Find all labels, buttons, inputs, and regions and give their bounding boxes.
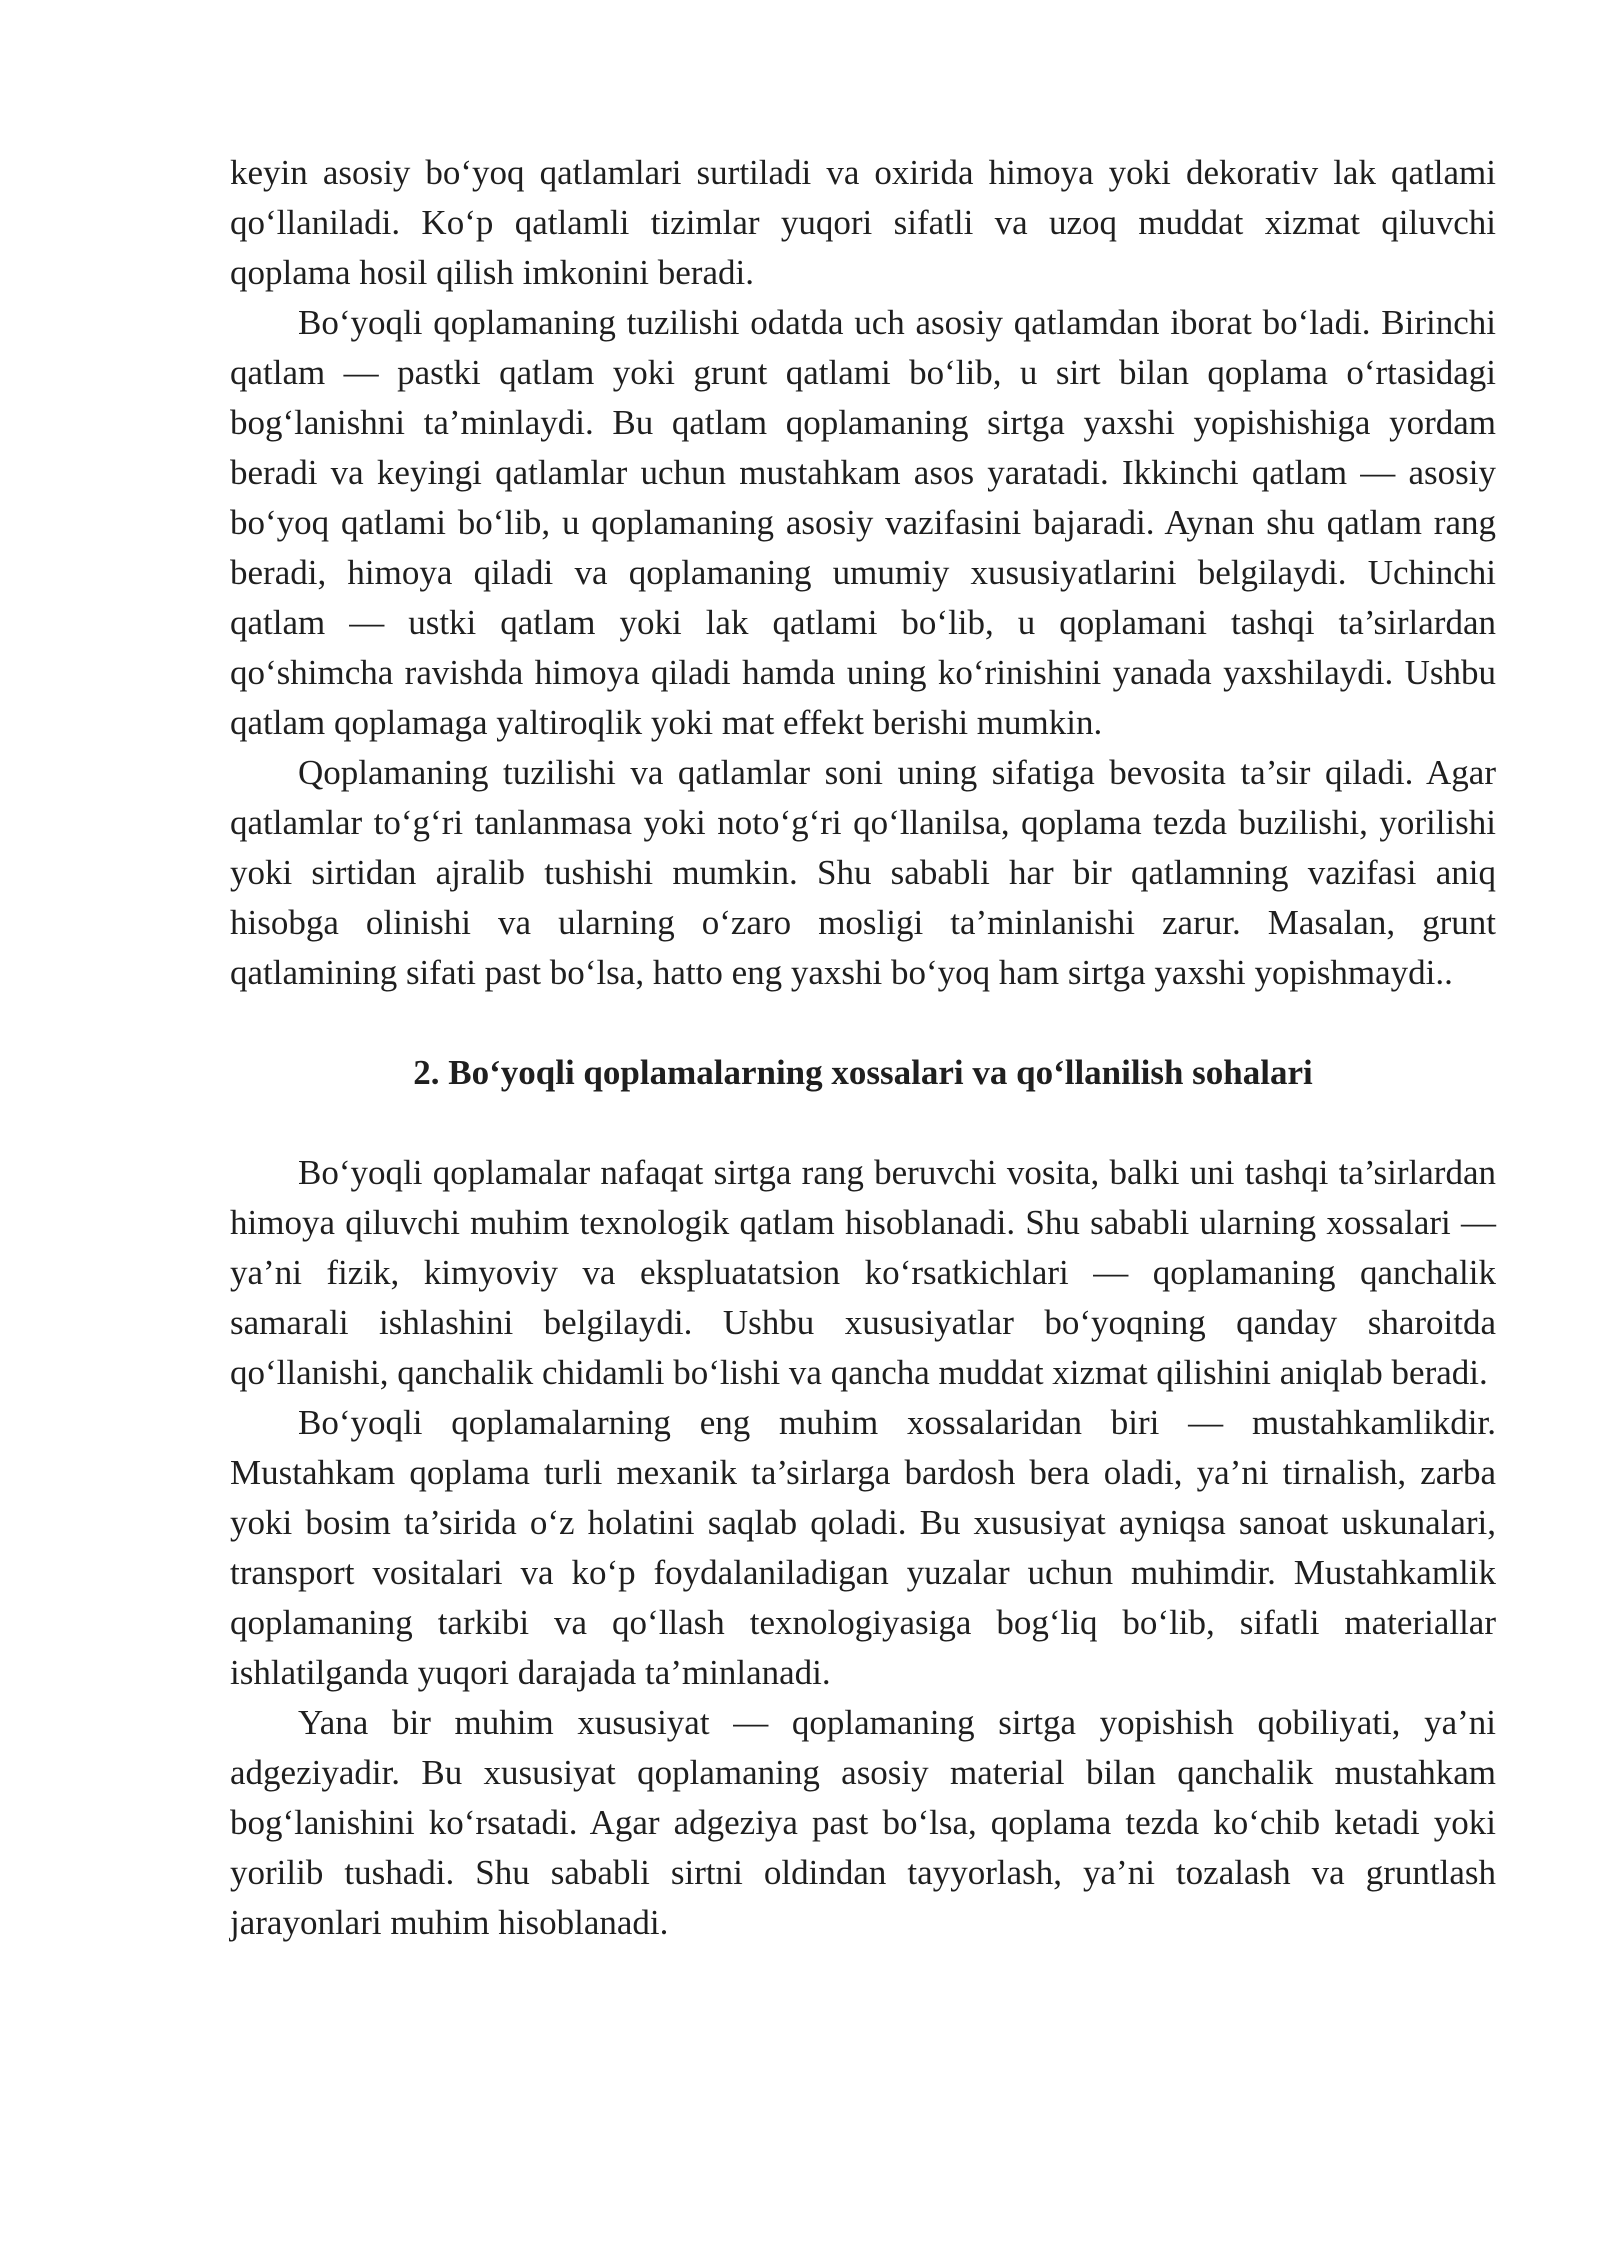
- document-page: [230, 148, 1496, 1948]
- paragraph-adhesion: Yana bir muhim xususiyat — qoplamaning sirtga yopishish qobiliyati, ya’ni adgeziyadir. Bu xususiyat qoplamaning asosiy material bilan qanchalik mustahkam bog‘lanishini ko‘rsatadi. Agar adgeziya past bo‘lsa, qoplama tezda ko‘chib ketadi yoki yorilib tushadi. Shu sababli sirtni oldindan tayyorlash, ya’ni tozalash va gruntlash jarayonlari muhim hisoblanadi.: [230, 1703, 1496, 1942]
- paragraph-layer-quality: Qoplamaning tuzilishi va qatlamlar soni uning sifatiga bevosita ta’sir qiladi. Agar qatlamlar to‘g‘ri tanlanmasa yoki noto‘g‘ri qo‘llanilsa, qoplama tezda buzilishi, yorilishi yoki sirtidan ajralib tushishi mumkin. Shu sababli har bir qatlamning vazifasi aniq hisobga olinishi va ularning o‘zaro mosligi ta’minlanishi zarur. Masalan, grunt qatlamining sifati past bo‘lsa, hatto eng yaxshi bo‘yoq ham sirtga yaxshi yopishmaydi..: [230, 753, 1496, 992]
- section-heading: 2. Bo‘yoqli qoplamalarning xossalari va qo‘llanilish sohalari: [413, 1053, 1313, 1092]
- paragraph-strength: Bo‘yoqli qoplamalarning eng muhim xossalaridan biri — mustahkamlikdir. Mustahkam qoplama turli mexanik ta’sirlarga bardosh bera oladi, ya’ni tirnalish, zarba yoki bosim ta’sirida o‘z holatini saqlab qoladi. Bu xususiyat ayniqsa sanoat uskunalari, transport vositalari va ko‘p foydalaniladigan yuzalar uchun muhimdir. Mustahkamlik qoplamaning tarkibi va qo‘llash texnologiyasiga bog‘liq bo‘lib, sifatli materiallar ishlatilganda yuqori darajada ta’minlanadi.: [230, 1403, 1496, 1692]
- paragraph-properties-intro: Bo‘yoqli qoplamalar nafaqat sirtga rang beruvchi vosita, balki uni tashqi ta’sirlardan himoya qiluvchi muhim texnologik qatlam hisoblanadi. Shu sababli ularning xossalari — ya’ni fizik, kimyoviy va ekspluatatsion ko‘rsatkichlari — qoplamaning qanchalik samarali ishlashini belgilaydi. Ushbu xususiyatlar bo‘yoqning qanday sharoitda qo‘llanishi, qanchalik chidamli bo‘lishi va qancha muddat xizmat qilishini aniqlab beradi.: [230, 1153, 1496, 1392]
- paragraph-coating-structure: Bo‘yoqli qoplamaning tuzilishi odatda uch asosiy qatlamdan iborat bo‘ladi. Birinchi qatlam — pastki qatlam yoki grunt qatlami bo‘lib, u sirt bilan qoplama o‘rtasidagi bog‘lanishni ta’minlaydi. Bu qatlam qoplamaning sirtga yaxshi yopishishiga yordam beradi va keyingi qatlamlar uchun mustahkam asos yaratadi. Ikkinchi qatlam — asosiy bo‘yoq qatlami bo‘lib, u qoplamaning asosiy vazifasini bajaradi. Aynan shu qatlam rang beradi, himoya qiladi va qoplamaning umumiy xususiyatlarini belgilaydi. Uchinchi qatlam — ustki qatlam yoki lak qatlami bo‘lib, u qoplamani tashqi ta’sirlardan qo‘shimcha ravishda himoya qiladi hamda uning ko‘rinishini yanada yaxshilaydi. Ushbu qatlam qoplamaga yaltiroqlik yoki mat effekt berishi mumkin.: [230, 303, 1496, 742]
- paragraph-continuation: keyin asosiy bo‘yoq qatlamlari surtiladi va oxirida himoya yoki dekorativ lak qatlami qo‘llaniladi. Ko‘p qatlamli tizimlar yuqori sifatli va uzoq muddat xizmat qiluvchi qoplama hosil qilish imkonini beradi.: [230, 153, 1496, 292]
